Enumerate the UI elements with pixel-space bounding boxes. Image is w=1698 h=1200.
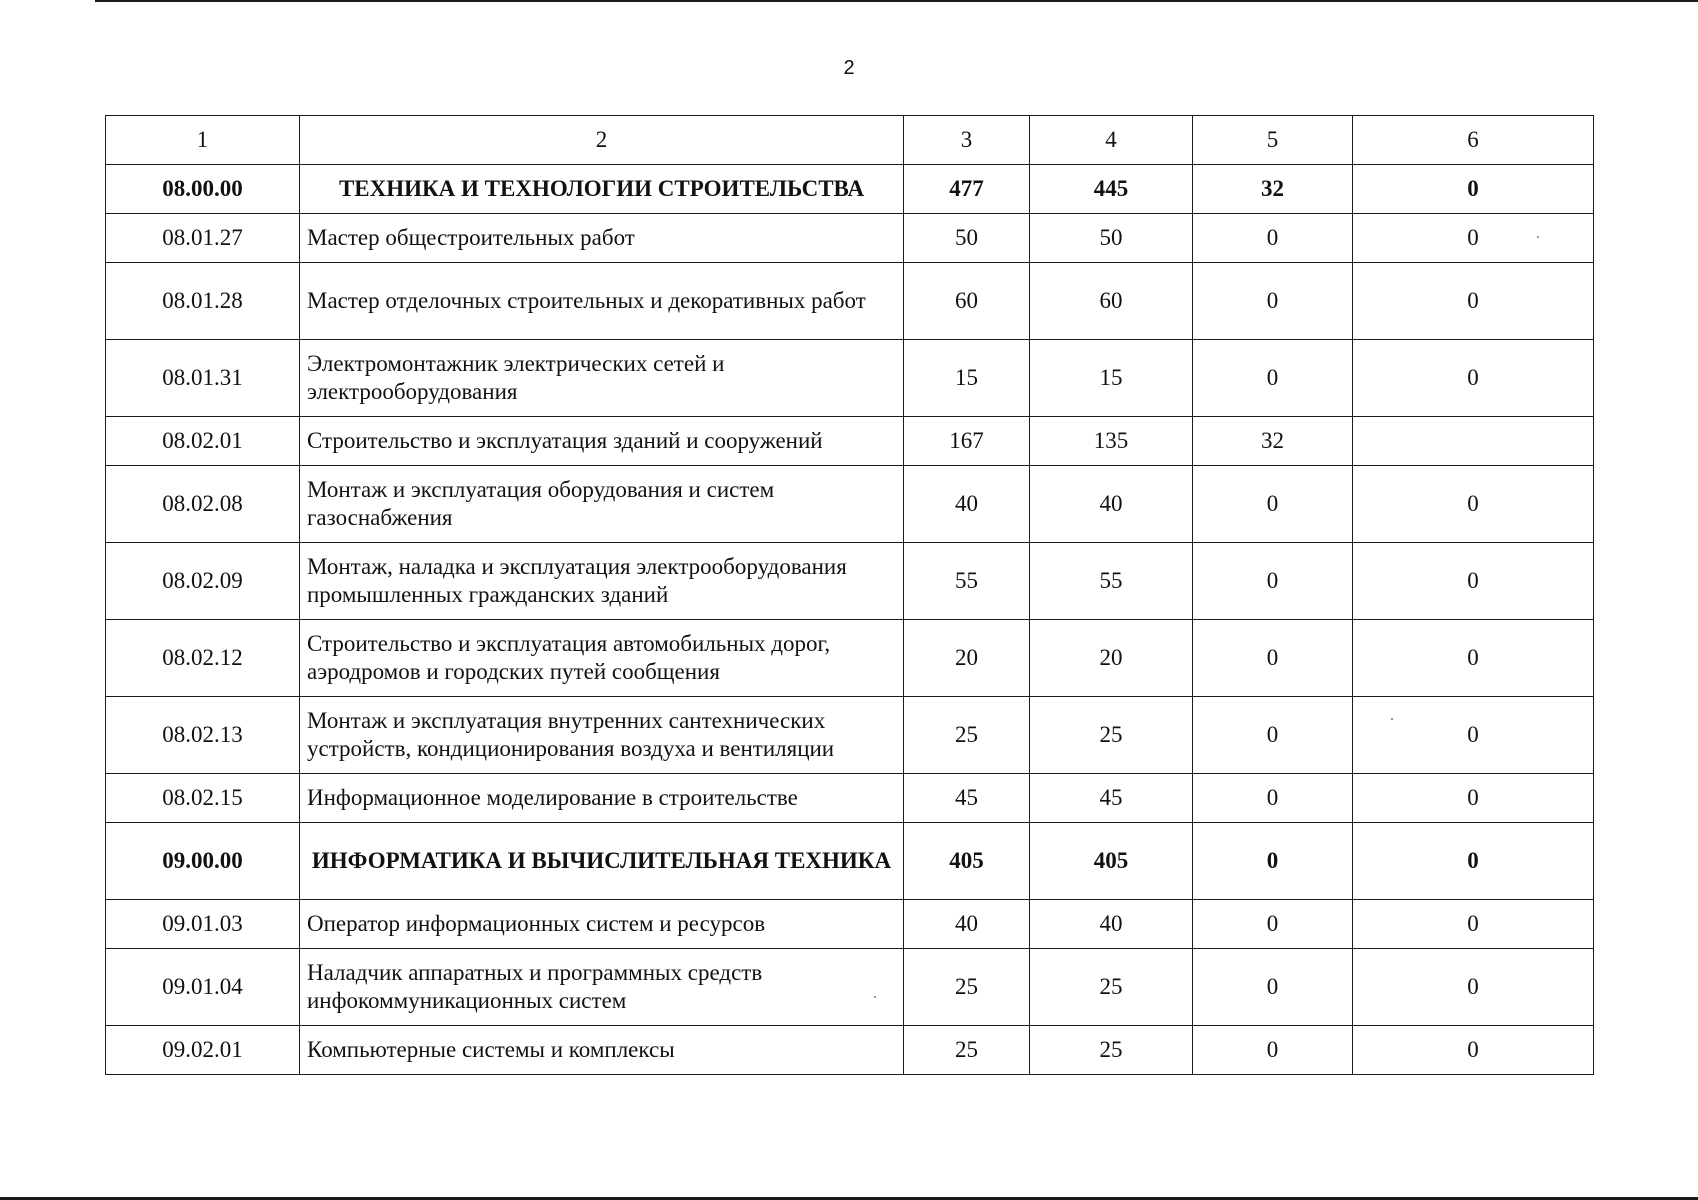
col6-cell: 0 [1353, 1026, 1594, 1075]
table-row [106, 949, 1594, 1026]
col4-cell: 405 [1030, 823, 1193, 900]
col3-cell: 40 [904, 466, 1030, 543]
table-row [106, 543, 1594, 620]
code-cell: 08.01.28 [106, 263, 300, 340]
name-cell: Наладчик аппаратных и программных средств инфокоммуникационных систем [300, 949, 904, 1026]
code-cell: 08.02.15 [106, 774, 300, 823]
col4-cell: 15 [1030, 340, 1193, 417]
col6-cell: 0 [1353, 697, 1594, 774]
col5-cell: 0 [1193, 900, 1353, 949]
col3-cell: 167 [904, 417, 1030, 466]
col3-cell: 15 [904, 340, 1030, 417]
col5-cell: 0 [1193, 774, 1353, 823]
name-cell: Мастер общестроительных работ [300, 214, 904, 263]
section-row [106, 823, 1594, 900]
specialties-table [105, 115, 1594, 1075]
col4-cell: 135 [1030, 417, 1193, 466]
scan-speck [874, 996, 876, 998]
code-cell: 08.02.01 [106, 417, 300, 466]
col5-cell: 0 [1193, 620, 1353, 697]
col5-cell: 0 [1193, 340, 1353, 417]
col5-cell: 0 [1193, 263, 1353, 340]
col4-cell: 445 [1030, 165, 1193, 214]
table-row [106, 774, 1594, 823]
scan-speck [1537, 236, 1539, 238]
code-cell: 09.02.01 [106, 1026, 300, 1075]
col4-cell: 25 [1030, 697, 1193, 774]
table-row [106, 214, 1594, 263]
code-cell: 09.00.00 [106, 823, 300, 900]
col4-cell: 45 [1030, 774, 1193, 823]
col6-cell [1353, 417, 1594, 466]
table-row [106, 340, 1594, 417]
name-cell: Электромонтажник электрических сетей и электрооборудования [300, 340, 904, 417]
scan-top-edge [95, 0, 1698, 2]
code-cell: 08.00.00 [106, 165, 300, 214]
table-row [106, 263, 1594, 340]
code-cell: 09.01.03 [106, 900, 300, 949]
table-row [106, 620, 1594, 697]
column-number-row [106, 116, 1594, 165]
col5-cell: 0 [1193, 1026, 1353, 1075]
col6-cell: 0 [1353, 543, 1594, 620]
col6-cell: 0 [1353, 214, 1594, 263]
scan-speck [1391, 718, 1393, 720]
col4-cell: 25 [1030, 1026, 1193, 1075]
col4-cell: 40 [1030, 466, 1193, 543]
name-cell: Монтаж и эксплуатация внутренних сантехнических устройств, кондиционирования воздуха и вентиляции [300, 697, 904, 774]
page-number: 2 [843, 57, 855, 79]
column-number-cell: 3 [904, 116, 1030, 165]
code-cell: 08.02.13 [106, 697, 300, 774]
name-cell: ИНФОРМАТИКА И ВЫЧИСЛИТЕЛЬНАЯ ТЕХНИКА [300, 823, 904, 900]
column-number-cell: 1 [106, 116, 300, 165]
col6-cell: 0 [1353, 263, 1594, 340]
name-cell: Мастер отделочных строительных и декоративных работ [300, 263, 904, 340]
col3-cell: 25 [904, 949, 1030, 1026]
table-row [106, 1026, 1594, 1075]
section-row [106, 165, 1594, 214]
name-cell: Монтаж и эксплуатация оборудования и систем газоснабжения [300, 466, 904, 543]
name-cell: ТЕХНИКА И ТЕХНОЛОГИИ СТРОИТЕЛЬСТВА [300, 165, 904, 214]
col6-cell: 0 [1353, 900, 1594, 949]
col3-cell: 60 [904, 263, 1030, 340]
col3-cell: 55 [904, 543, 1030, 620]
table-row [106, 900, 1594, 949]
name-cell: Компьютерные системы и комплексы [300, 1026, 904, 1075]
code-cell: 08.01.27 [106, 214, 300, 263]
col3-cell: 50 [904, 214, 1030, 263]
col3-cell: 20 [904, 620, 1030, 697]
col6-cell: 0 [1353, 823, 1594, 900]
col4-cell: 25 [1030, 949, 1193, 1026]
name-cell: Монтаж, наладка и эксплуатация электрооборудования промышленных гражданских зданий [300, 543, 904, 620]
col3-cell: 405 [904, 823, 1030, 900]
col4-cell: 40 [1030, 900, 1193, 949]
col4-cell: 55 [1030, 543, 1193, 620]
col5-cell: 0 [1193, 466, 1353, 543]
name-cell: Строительство и эксплуатация автомобильных дорог, аэродромов и городских путей сообщения [300, 620, 904, 697]
col3-cell: 477 [904, 165, 1030, 214]
column-number-cell: 5 [1193, 116, 1353, 165]
name-cell: Информационное моделирование в строительстве [300, 774, 904, 823]
col5-cell: 0 [1193, 697, 1353, 774]
col5-cell: 0 [1193, 823, 1353, 900]
name-cell: Оператор информационных систем и ресурсов [300, 900, 904, 949]
col6-cell: 0 [1353, 466, 1594, 543]
code-cell: 09.01.04 [106, 949, 300, 1026]
col6-cell: 0 [1353, 340, 1594, 417]
table-row [106, 417, 1594, 466]
col5-cell: 0 [1193, 214, 1353, 263]
col5-cell: 0 [1193, 543, 1353, 620]
code-cell: 08.01.31 [106, 340, 300, 417]
code-cell: 08.02.09 [106, 543, 300, 620]
col4-cell: 60 [1030, 263, 1193, 340]
col3-cell: 25 [904, 1026, 1030, 1075]
col6-cell: 0 [1353, 165, 1594, 214]
column-number-cell: 2 [300, 116, 904, 165]
col6-cell: 0 [1353, 774, 1594, 823]
col5-cell: 32 [1193, 417, 1353, 466]
col6-cell: 0 [1353, 949, 1594, 1026]
code-cell: 08.02.08 [106, 466, 300, 543]
table-row [106, 466, 1594, 543]
col4-cell: 20 [1030, 620, 1193, 697]
col3-cell: 25 [904, 697, 1030, 774]
column-number-cell: 4 [1030, 116, 1193, 165]
col3-cell: 40 [904, 900, 1030, 949]
column-number-cell: 6 [1353, 116, 1594, 165]
col5-cell: 0 [1193, 949, 1353, 1026]
name-cell: Строительство и эксплуатация зданий и сооружений [300, 417, 904, 466]
col6-cell: 0 [1353, 620, 1594, 697]
col3-cell: 45 [904, 774, 1030, 823]
col5-cell: 32 [1193, 165, 1353, 214]
code-cell: 08.02.12 [106, 620, 300, 697]
table-row [106, 697, 1594, 774]
col4-cell: 50 [1030, 214, 1193, 263]
